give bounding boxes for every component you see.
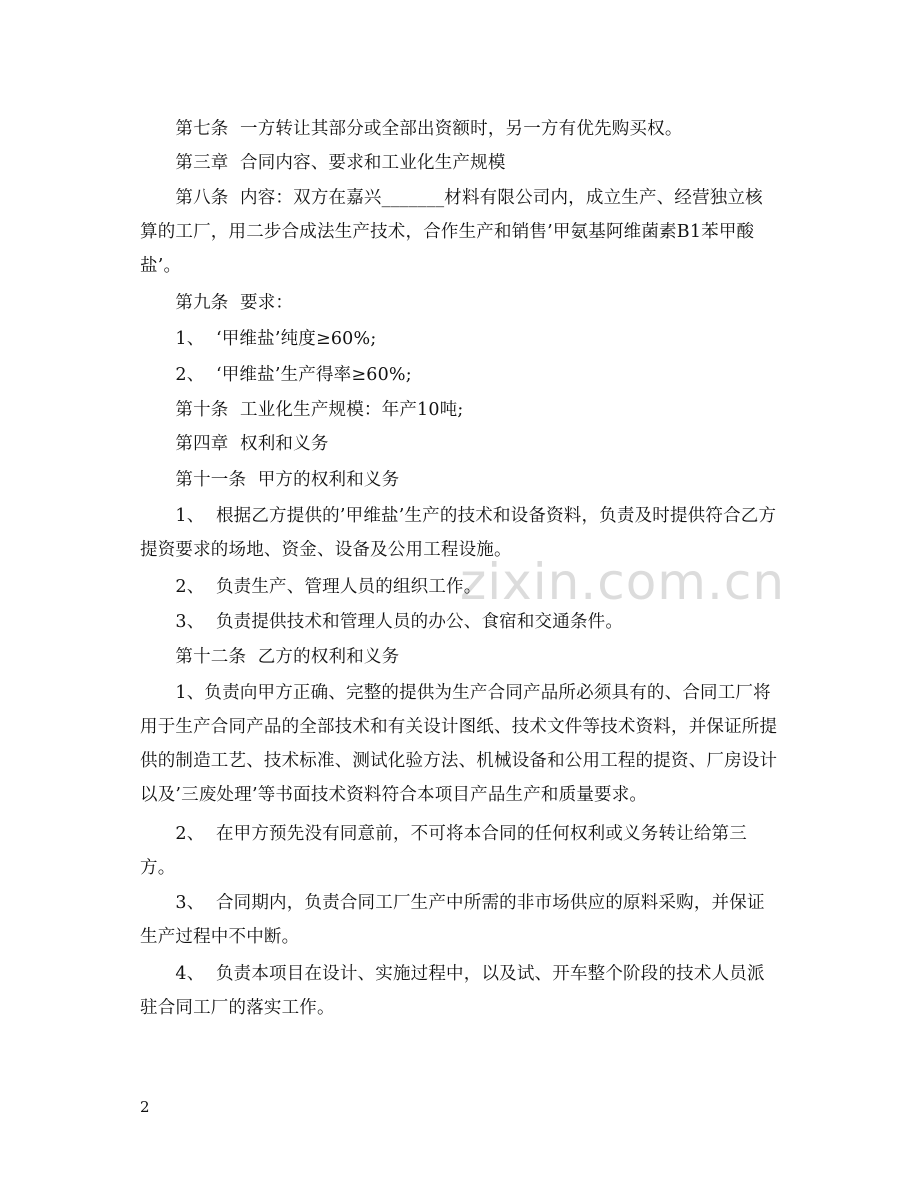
paragraph-article-9: 第九条 要求： — [140, 293, 294, 313]
paragraph-article-12: 第十二条 乙方的权利和义务 — [140, 647, 400, 667]
paragraph-article-8: 第八条 内容：双方在嘉兴_______材料有限公司内，成立生产、经营独立核算的工厂，用二步合成法生产技术，合作生产和销售’甲氨基阿维菌素B1苯甲酸盐’。 — [140, 188, 763, 276]
list-item-yield: 2、 ‘甲维盐’生产得率≥60%; — [140, 365, 412, 385]
heading-chapter-4: 第四章 权利和义务 — [140, 434, 329, 454]
list-item-party-a-2: 2、 负责生产、管理人员的组织工作。 — [140, 577, 482, 597]
list-item-party-b-4: 4、 负责本项目在设计、实施过程中，以及试、开车整个阶段的技术人员派驻合同工厂的落实工作。 — [140, 964, 765, 1018]
watermark: zixin.com.cn — [460, 553, 786, 611]
list-item-purity: 1、 ‘甲维盐’纯度≥60%; — [140, 329, 377, 349]
paragraph-article-10: 第十条 工业化生产规模：年产10吨; — [140, 400, 464, 420]
list-item-party-b-1: 1、负责向甲方正确、完整的提供为生产合同产品所必须具有的、合同工厂将用于生产合同产品的全部技术和有关设计图纸、技术文件等技术资料，并保证所提供的制造工艺、技术标准、测试化验方法、机械设备和公用工程的提资、厂房设计以及’三废处理’等书面技术资料符合本项目产品生产和质量要求。 — [140, 683, 778, 805]
page-number: 2 — [140, 1098, 150, 1116]
list-item-party-b-2: 2、 在甲方预先没有同意前，不可将本合同的任何权利或义务转让给第三方。 — [140, 824, 747, 878]
paragraph-article-11: 第十一条 甲方的权利和义务 — [140, 470, 400, 490]
list-item-party-a-1: 1、 根据乙方提供的’甲维盐’生产的技术和设备资料，负责及时提供符合乙方提资要求的场地、资金、设备及公用工程设施。 — [140, 506, 777, 560]
list-item-party-b-3: 3、 合同期内，负责合同工厂生产中所需的非市场供应的原料采购，并保证生产过程中不中断。 — [140, 893, 765, 947]
paragraph-article-7: 第七条 一方转让其部分或全部出资额时，另一方有优先购买权。 — [140, 119, 683, 139]
list-item-party-a-3: 3、 负责提供技术和管理人员的办公、食宿和交通条件。 — [140, 612, 624, 632]
heading-chapter-3: 第三章 合同内容、要求和工业化生产规模 — [140, 153, 506, 173]
